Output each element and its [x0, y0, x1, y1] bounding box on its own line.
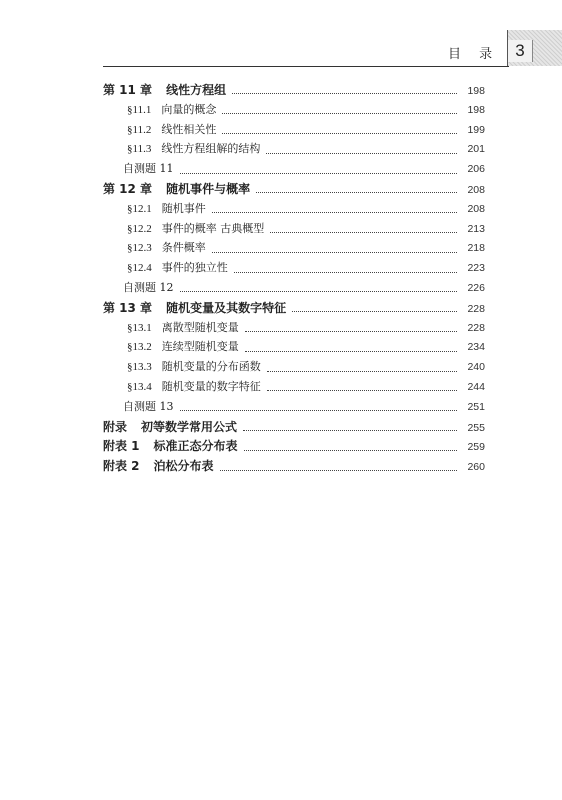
toc-selftest-row[interactable]	[103, 279, 485, 299]
toc-appendix-row[interactable]	[103, 418, 485, 438]
dot-leader	[245, 331, 457, 332]
toc-entry-number: §11.1	[127, 103, 152, 116]
dot-leader	[212, 212, 457, 213]
toc-page-number: 198	[467, 85, 485, 97]
toc-section-row[interactable]	[103, 121, 485, 141]
toc-section-row[interactable]	[103, 338, 485, 358]
toc-page-number: 259	[467, 441, 485, 454]
toc-section-row[interactable]	[103, 239, 485, 259]
page-number: 3	[508, 40, 533, 62]
toc-entry-number: 附表 2	[103, 459, 140, 474]
toc-entry-title: 线性方程组	[166, 83, 227, 97]
dot-leader	[222, 113, 457, 114]
dot-leader	[267, 371, 457, 372]
dot-leader	[266, 153, 457, 154]
toc-entry-number: §13.2	[127, 341, 152, 354]
toc-selftest-row[interactable]	[103, 160, 485, 180]
toc-page-number: 213	[467, 222, 485, 235]
dot-leader	[245, 351, 457, 352]
toc-entry-title: 随机事件	[161, 201, 206, 215]
toc-page-number: 218	[467, 242, 485, 255]
toc-page-number: 260	[467, 461, 485, 474]
toc-page-number: 228	[467, 321, 485, 334]
toc-appendix-row[interactable]	[103, 437, 485, 457]
dot-leader	[212, 252, 457, 253]
dot-leader	[180, 410, 458, 411]
toc-section-row[interactable]	[103, 101, 485, 121]
toc-entry-number: 附表 1	[103, 439, 140, 454]
dot-leader	[243, 430, 457, 431]
toc-page-number: 208	[467, 183, 485, 196]
dot-leader	[180, 173, 458, 174]
toc-section-row[interactable]	[103, 259, 485, 279]
toc-page-number: 240	[467, 361, 485, 374]
toc-entry-number: §11.3	[127, 143, 152, 156]
toc-section-row[interactable]	[103, 200, 485, 220]
toc-entry-title: 离散型随机变量	[161, 320, 239, 334]
dot-leader	[232, 93, 457, 94]
toc-page-number: 251	[467, 400, 485, 413]
toc-entry-title: 线性相关性	[161, 122, 217, 136]
toc-entry-title: 自测题 13	[123, 399, 174, 413]
toc-entry-number: 第 11 章	[103, 83, 153, 97]
toc-page-number: 208	[467, 202, 485, 215]
toc-section-row[interactable]	[103, 319, 485, 339]
toc-entry-title: 标准正态分布表	[153, 439, 238, 454]
toc-page-number: 226	[467, 281, 485, 294]
toc-page-number: 228	[467, 302, 485, 315]
dot-leader	[222, 133, 457, 134]
dot-leader	[234, 272, 457, 273]
dot-leader	[292, 311, 457, 312]
page-tab	[507, 30, 562, 66]
toc-page-number: 223	[467, 262, 485, 275]
toc-page-number: 201	[467, 143, 485, 156]
toc-chapter-row[interactable]	[103, 299, 485, 319]
toc-section-row[interactable]	[103, 220, 485, 240]
toc-section-row[interactable]	[103, 378, 485, 398]
header-rule	[103, 66, 509, 67]
toc-entry-title: 连续型随机变量	[161, 340, 239, 354]
toc-entry-title: 自测题 11	[123, 162, 174, 176]
toc-entry-number: 第 13 章	[103, 300, 153, 315]
table-of-contents	[103, 81, 485, 477]
toc-entry-title: 向量的概念	[161, 102, 217, 116]
toc-entry-title: 随机事件与概率	[166, 181, 251, 196]
toc-entry-title: 自测题 12	[123, 280, 174, 294]
toc-page-number: 198	[467, 103, 485, 116]
toc-entry-number: §12.4	[127, 262, 152, 275]
toc-entry-number: §12.2	[127, 222, 152, 235]
toc-entry-number: §13.3	[127, 361, 152, 374]
toc-entry-number: 第 12 章	[103, 181, 153, 196]
running-header: 目 录	[448, 47, 500, 62]
dot-leader	[270, 232, 457, 233]
toc-entry-title: 条件概率	[161, 241, 206, 255]
toc-entry-number: §12.1	[127, 202, 152, 215]
toc-entry-title: 初等数学常用公式	[141, 419, 238, 434]
toc-section-row[interactable]	[103, 358, 485, 378]
toc-entry-number: §13.4	[127, 380, 152, 393]
toc-chapter-row[interactable]	[103, 81, 485, 101]
toc-entry-title: 泊松分布表	[153, 459, 214, 474]
dot-leader	[267, 390, 457, 391]
toc-page-number: 255	[467, 421, 485, 434]
toc-entry-title: 随机变量的分布函数	[161, 360, 261, 374]
toc-page-number: 206	[467, 163, 485, 176]
toc-entry-number: 附录	[103, 419, 128, 434]
toc-appendix-row[interactable]	[103, 457, 485, 477]
toc-entry-title: 随机变量的数字特征	[161, 379, 261, 393]
toc-selftest-row[interactable]	[103, 398, 485, 418]
dot-leader	[244, 450, 457, 451]
toc-entry-title: 事件的独立性	[161, 261, 228, 275]
dot-leader	[220, 470, 457, 471]
toc-entry-title: 随机变量及其数字特征	[166, 300, 287, 315]
dot-leader	[256, 192, 457, 193]
toc-entry-title: 线性方程组解的结构	[161, 142, 261, 156]
toc-entry-number: §11.2	[127, 123, 152, 136]
toc-entry-number: §12.3	[127, 242, 152, 255]
toc-section-row[interactable]	[103, 140, 485, 160]
dot-leader	[180, 291, 458, 292]
toc-entry-number: §13.1	[127, 321, 152, 334]
toc-page-number: 199	[467, 123, 485, 136]
toc-chapter-row[interactable]	[103, 180, 485, 200]
toc-entry-title: 事件的概率 古典概型	[161, 221, 265, 235]
toc-page-number: 244	[467, 380, 485, 393]
toc-page-number: 234	[467, 341, 485, 354]
